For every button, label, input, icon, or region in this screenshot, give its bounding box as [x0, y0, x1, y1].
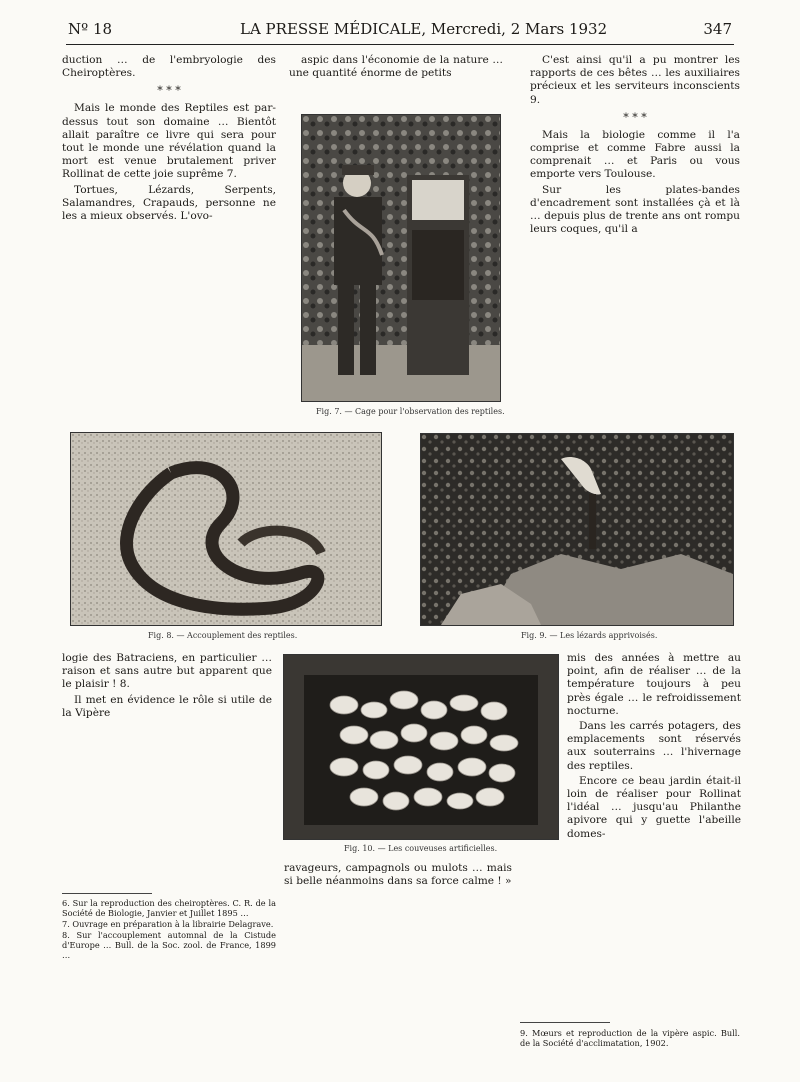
fig8-photo: [70, 432, 382, 626]
paragraph: mis des années à mettre au point, afin de réaliser … de la température toujours à peu près égale … le refroidissement nocturne.: [567, 652, 741, 717]
snakes-mating-illustration: [71, 433, 381, 625]
column-5: [284, 862, 512, 890]
artificial-incubator-eggs-illustration: [284, 655, 558, 839]
column-1: [62, 54, 276, 225]
paragraph: Dans les carrés potagers, des emplacements sont réservés aux souterrains … l'hivernage des reptiles.: [567, 720, 741, 772]
page-number: 347: [703, 20, 732, 38]
column-3: [530, 54, 740, 238]
fig10-photo: [283, 654, 559, 840]
fig10-caption: Fig. 10. — Les couveuses artificielles.: [344, 844, 498, 853]
paragraph: Il met en évidence le rôle si utile de la Vipère: [62, 693, 272, 719]
paragraph: Encore ce beau jardin était-il loin de réaliser pour Rollinat l'idéal … jusqu'au Philanthe apivore qui y guette l'abeille domes-: [567, 774, 741, 840]
footnotes-left: [62, 898, 276, 961]
column-2: [289, 54, 503, 82]
fig7-caption: Fig. 7. — Cage pour l'observation des reptiles.: [316, 407, 505, 416]
paragraph: Mais la biologie comme il l'a comprise et comme Fabre aussi la comprenait … et Paris ou vous emporte vers Toulouse.: [530, 128, 740, 181]
column-6: [567, 652, 741, 843]
paragraph: Mais le monde des Reptiles est par-dessus tout son domaine … Bientôt allait paraître ce livre qui sera pour tout le monde une révélation quand la mort est venue brutalement priver Rollinat de cette joie suprême 7.: [62, 102, 276, 181]
page-header: [68, 20, 732, 42]
paragraph: Sur les plates-bandes d'encadrement sont installées çà et là … depuis plus de trente ans ont rompu leurs coques, qu'il a: [530, 183, 740, 236]
hand-feeding-lizard-illustration: [421, 434, 733, 625]
fig9-photo: [420, 433, 734, 626]
section-asterism: * * *: [623, 110, 647, 124]
paragraph: ravageurs, campagnols ou mulots … mais si belle néanmoins dans sa force calme ! »: [284, 862, 512, 888]
footnote: 7. Ouvrage en préparation à la librairie Delagrave.: [62, 919, 274, 929]
footnotes-right: [520, 1028, 740, 1049]
journal-title: LA PRESSE MÉDICALE, Mercredi, 2 Mars 1932: [240, 20, 608, 38]
paragraph: logie des Batraciens, en particulier … raison et sans autre but apparent que le plaisir ! 8.: [62, 652, 272, 691]
paragraph: C'est ainsi qu'il a pu montrer les rapports de ces bêtes … les auxiliaires précieux et les serviteurs inconscients 9.: [530, 54, 740, 106]
fig9-caption: Fig. 9. — Les lézards apprivoisés.: [521, 631, 658, 640]
section-asterism: * * *: [157, 84, 181, 98]
paragraph: Tortues, Lézards, Serpents, Salamandres, Crapauds, personne ne les a mieux observés. L'ovo-: [62, 183, 276, 223]
paragraph: duction … de l'embryologie des Cheiroptères.: [62, 54, 276, 80]
footnote: 6. Sur la reproduction des cheiroptères. C. R. de la Société de Biologie, Janvier et Juillet 1895 …: [62, 898, 276, 918]
header-rule: [66, 44, 734, 45]
footnote-rule: [62, 893, 152, 894]
issue-number: Nº 18: [68, 20, 113, 38]
fig8-caption: Fig. 8. — Accouplement des reptiles.: [148, 631, 298, 640]
footnote-rule: [520, 1022, 610, 1023]
man-with-reptile-cage-illustration: [302, 115, 500, 401]
footnote: 8. Sur l'accouplement automnal de la Cistude d'Europe … Bull. de la Soc. zool. de France, 1899 …: [62, 930, 276, 960]
column-4: [62, 652, 272, 722]
paragraph: aspic dans l'économie de la nature … une quantité énorme de petits: [289, 54, 503, 80]
footnote: 9. Mœurs et reproduction de la vipère aspic. Bull. de la Société d'acclimatation, 1902.: [520, 1028, 740, 1048]
fig7-photo: [301, 114, 501, 402]
